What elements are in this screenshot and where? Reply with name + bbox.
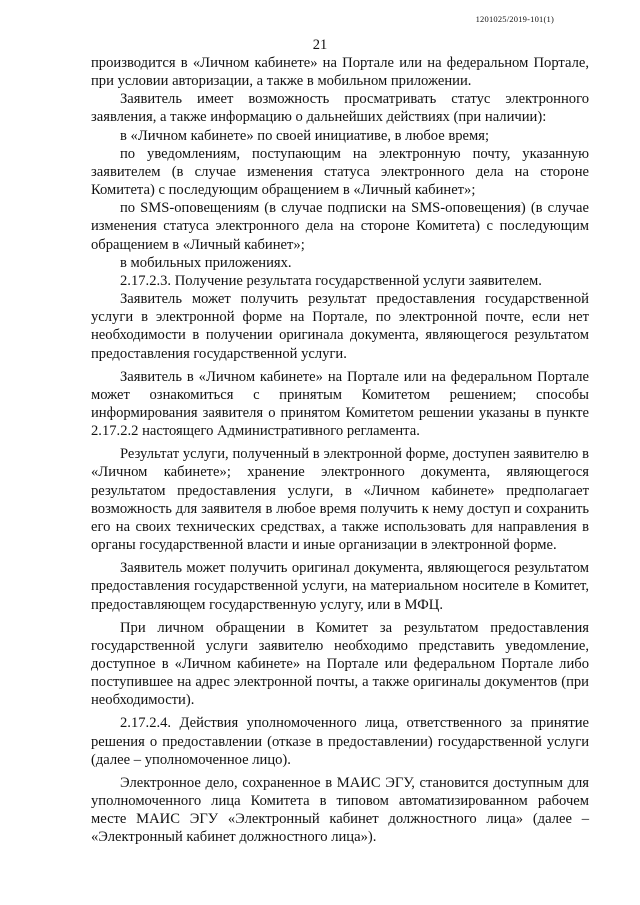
list-item: по уведомлениям, поступающим на электронную почту, указанную заявителем (в случае изменения статуса электронного дела на стороне Комитета) с последующим обращением в «Личный кабинет»; [91,145,589,199]
document-body [91,54,589,847]
paragraph: Заявитель в «Личном кабинете» на Портале или на федеральном Портале может ознакомиться с принятым Комитетом решением; способы информирования заявителя о принятом Комитетом решении указаны в пункте 2.17.2.2 настоящего Административного регламента. [91,368,589,440]
page-number: 21 [312,37,328,53]
paragraph: При личном обращении в Комитет за результатом предоставления государственной услуги заявителю необходимо представить уведомление, доступное в «Личном кабинете» на Портале или федеральном Портале либо поступившее на адрес электронной почты, а также оригиналы документов (при необходимости). [91,619,589,709]
paragraph: Заявитель имеет возможность просматривать статус электронного заявления, а также информацию о дальнейших действиях (при наличии): [91,91,589,126]
paragraph: Результат услуги, полученный в электронной форме, доступен заявителю в «Личном кабинете»; хранение электронного документа, являющегося результатом предоставления услуги, в «Личном кабинете» предполагает возможность для заявителя в любое время получить к нему доступ и сохранить его на своих технических средствах, а также использовать для направления в органы государственной власти и иные организации в электронной форме. [91,446,589,554]
list-item: по SMS-оповещениям (в случае подписки на SMS-оповещения) (в случае изменения статуса электронного дела на стороне Комитета) с последующим обращением в «Личный кабинет»; [91,200,589,253]
paragraph: производится в «Личном кабинете» на Портале или на федеральном Портале, при условии авторизации, а также в мобильном приложении. [91,55,589,90]
paragraph: Электронное дело, сохраненное в МАИС ЭГУ, становится доступным для уполномоченного лица Комитета в типовом автоматизированном рабочем месте МАИС ЭГУ «Электронный кабинет должностного лица» (далее – «Электронный кабинет должностного лица»). [91,774,589,846]
paragraph: Заявитель может получить оригинал документа, являющегося результатом предоставления государственной услуги, на материальном носителе в Комитет, предоставляющем государственную услугу, или в МФЦ. [91,560,589,613]
section-heading: 2.17.2.4. Действия уполномоченного лица, ответственного за принятие решения о предоставлении (отказе в предоставлении) государственной услуги (далее – уполномоченное лицо). [91,715,589,768]
paragraph: Заявитель может получить результат предоставления государственной услуги в электронной форме на Портале, по электронной почте, если нет необходимости в получении оригинала документа, являющегося результатом предоставления государственной услуги. [91,291,589,362]
document-number: 1201025/2019-101(1) [475,14,554,24]
list-item: в мобильных приложениях. [120,254,292,271]
list-item: в «Личном кабинете» по своей инициативе, в любое время; [120,127,490,144]
section-heading: 2.17.2.3. Получение результата государственной услуги заявителем. [120,272,542,289]
